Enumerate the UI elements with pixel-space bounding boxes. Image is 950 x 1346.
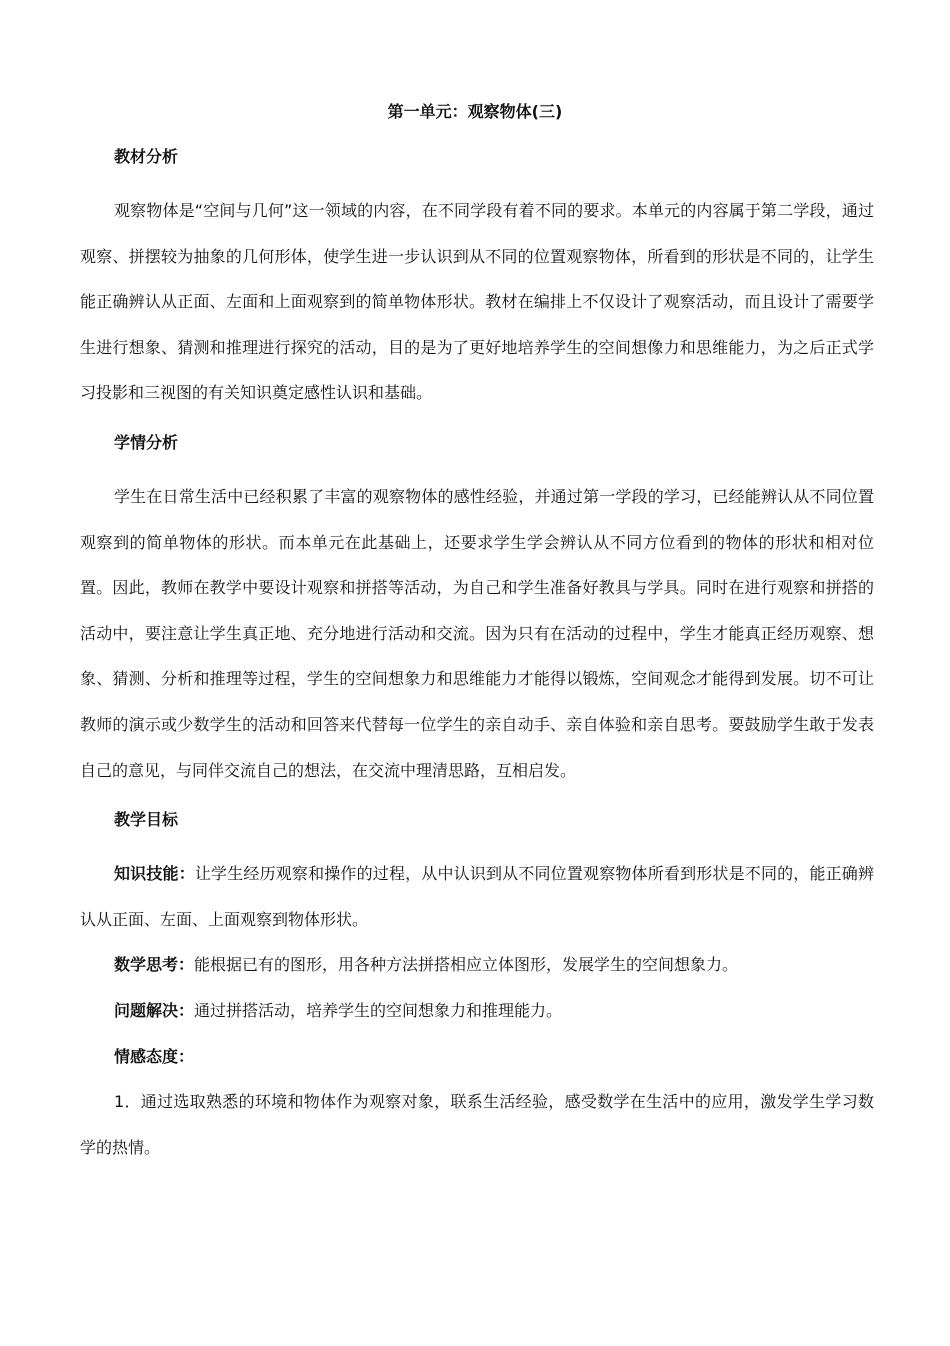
goal-knowledge-skills xyxy=(80,851,874,942)
goal-problem-solving-text: 通过拼搭活动，培养学生的空间想象力和推理能力。 xyxy=(194,1000,563,1020)
goal-knowledge-label: 知识技能： xyxy=(114,864,195,884)
goal-math-thinking-text: 能根据已有的图形，用各种方法拼搭相应立体图形，发展学生的空间想象力。 xyxy=(194,955,739,975)
material-analysis-paragraph: 观察物体是“空间与几何”这一领域的内容，在不同学段有着不同的要求。本单元的内容属于第二学段，通过观察、拼摆较为抽象的几何形体，使学生进一步认识到从不同的位置观察物体，所看到的形状是不同的，让学生能正确辨认从正面、左面和上面观察到的简单物体形状。教材在编排上不仅设计了观察活动，而且设计了需要学生进行想象、猜测和推理进行探究的活动，目的是为了更好地培养学生的空间想像力和思维能力，为之后正式学习投影和三视图的有关知识奠定感性认识和基础。 xyxy=(80,201,874,403)
document-body xyxy=(80,142,874,1170)
student-analysis-paragraph: 学生在日常生活中已经积累了丰富的观察物体的感性经验，并通过第一学段的学习，已经能辨认从不同位置观察到的简单物体的形状。而本单元在此基础上，还要求学生学会辨认从不同方位看到的物体的形状和相对位置。因此，教师在教学中要设计观察和拼搭等活动，为自己和学生准备好教具与学具。同时在进行观察和拼搭的活动中，要注意让学生真正地、充分地进行活动和交流。因为只有在活动的过程中，学生才能真正经历观察、想象、猜测、分析和推理等过程，学生的空间想象力和思维能力才能得以锻炼，空间观念才能得到发展。切不可让教师的演示或少数学生的活动和回答来代替每一位学生的亲自动手、亲自体验和亲自思考。要鼓励学生敢于发表自己的意见，与同伴交流自己的想法，在交流中理清思路，互相启发。 xyxy=(80,486,874,780)
goal-attitude-item-1: 1．通过选取熟悉的环境和物体作为观察对象，联系生活经验，感受数学在生活中的应用，激发学生学习数学的热情。 xyxy=(80,1092,874,1157)
section-heading-teaching-goals: 教学目标 xyxy=(114,810,179,830)
section-heading-student-analysis: 学情分析 xyxy=(114,432,179,452)
document-title: 第一单元：观察物体(三) xyxy=(387,102,563,121)
goal-knowledge-text: 让学生经历观察和操作的过程，从中认识到从不同位置观察物体所看到形状是不同的，能正确辨认从正面、左面、上面观察到物体形状。 xyxy=(80,864,874,929)
goal-attitude xyxy=(80,1034,874,1080)
goal-problem-solving xyxy=(80,988,874,1034)
section-heading-material-analysis: 教材分析 xyxy=(114,147,179,166)
goal-math-thinking-label: 数学思考： xyxy=(114,955,195,975)
goal-attitude-label: 情感态度： xyxy=(114,1046,195,1066)
goal-math-thinking xyxy=(80,942,874,988)
goal-problem-solving-label: 问题解决： xyxy=(114,1000,195,1020)
